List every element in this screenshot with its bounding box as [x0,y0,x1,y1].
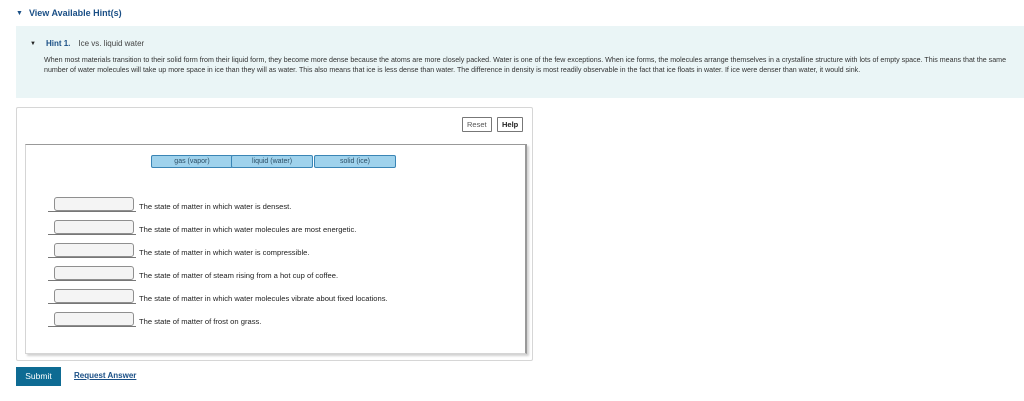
statement-row [26,312,516,328]
divider [48,326,136,327]
hint-title: Hint 1. [45,39,71,48]
statement-text: The state of matter of steam rising from a hot cup of coffee. [139,271,339,280]
statement-row [26,197,516,213]
divider [48,280,136,281]
statement-text: The state of matter in which water is densest. [139,202,292,211]
divider [48,257,136,258]
help-button[interactable]: Help [497,117,523,132]
view-hints-toggle[interactable] [16,8,122,18]
drop-target[interactable] [54,197,134,211]
statement-row [26,220,516,236]
term-gas-vapor[interactable]: gas (vapor) [151,155,233,168]
drop-target[interactable] [54,266,134,280]
triangle-down-icon: ▼ [30,40,36,47]
divider [48,303,136,304]
request-answer-link[interactable]: Request Answer [74,371,137,380]
statement-text: The state of matter in which water molecules vibrate about fixed locations. [139,294,388,303]
divider [48,211,136,212]
statement-row [26,266,516,282]
drag-area [25,144,527,354]
triangle-down-icon: ▼ [16,9,23,17]
hint-panel [16,26,1024,98]
term-liquid-water[interactable]: liquid (water) [231,155,313,168]
drop-target[interactable] [54,289,134,303]
statement-text: The state of matter of frost on grass. [139,317,262,326]
drop-target[interactable] [54,220,134,234]
hint-subtitle: Ice vs. liquid water [78,39,145,48]
divider [48,234,136,235]
term-solid-ice[interactable]: solid (ice) [314,155,396,168]
hint-text: When most materials transition to their solid form from their liquid form, they become more dense because the atoms are more closely packed. Water is one of the few exceptions. When ice forms, the molecules arrange themselves in a crystalline structure with lots of empty space. This means that the same number of water molecules will take up more space in ice than they will as water. This also means that ice is less dense than water. The difference in density is most readily observable in the fact that ice floats in water. If ice were denser than water, it would sink. [44,56,1007,74]
statement-row [26,243,516,259]
statement-row [26,289,516,305]
drag-drop-widget [16,107,533,361]
statement-text: The state of matter in which water molecules are most energetic. [139,225,357,234]
hint-header[interactable] [30,39,144,48]
statement-text: The state of matter in which water is compressible. [139,248,310,257]
reset-button[interactable]: Reset [462,117,492,132]
drop-target[interactable] [54,312,134,326]
view-hints-label: View Available Hint(s) [28,8,122,18]
submit-button[interactable]: Submit [16,367,61,386]
drop-target[interactable] [54,243,134,257]
